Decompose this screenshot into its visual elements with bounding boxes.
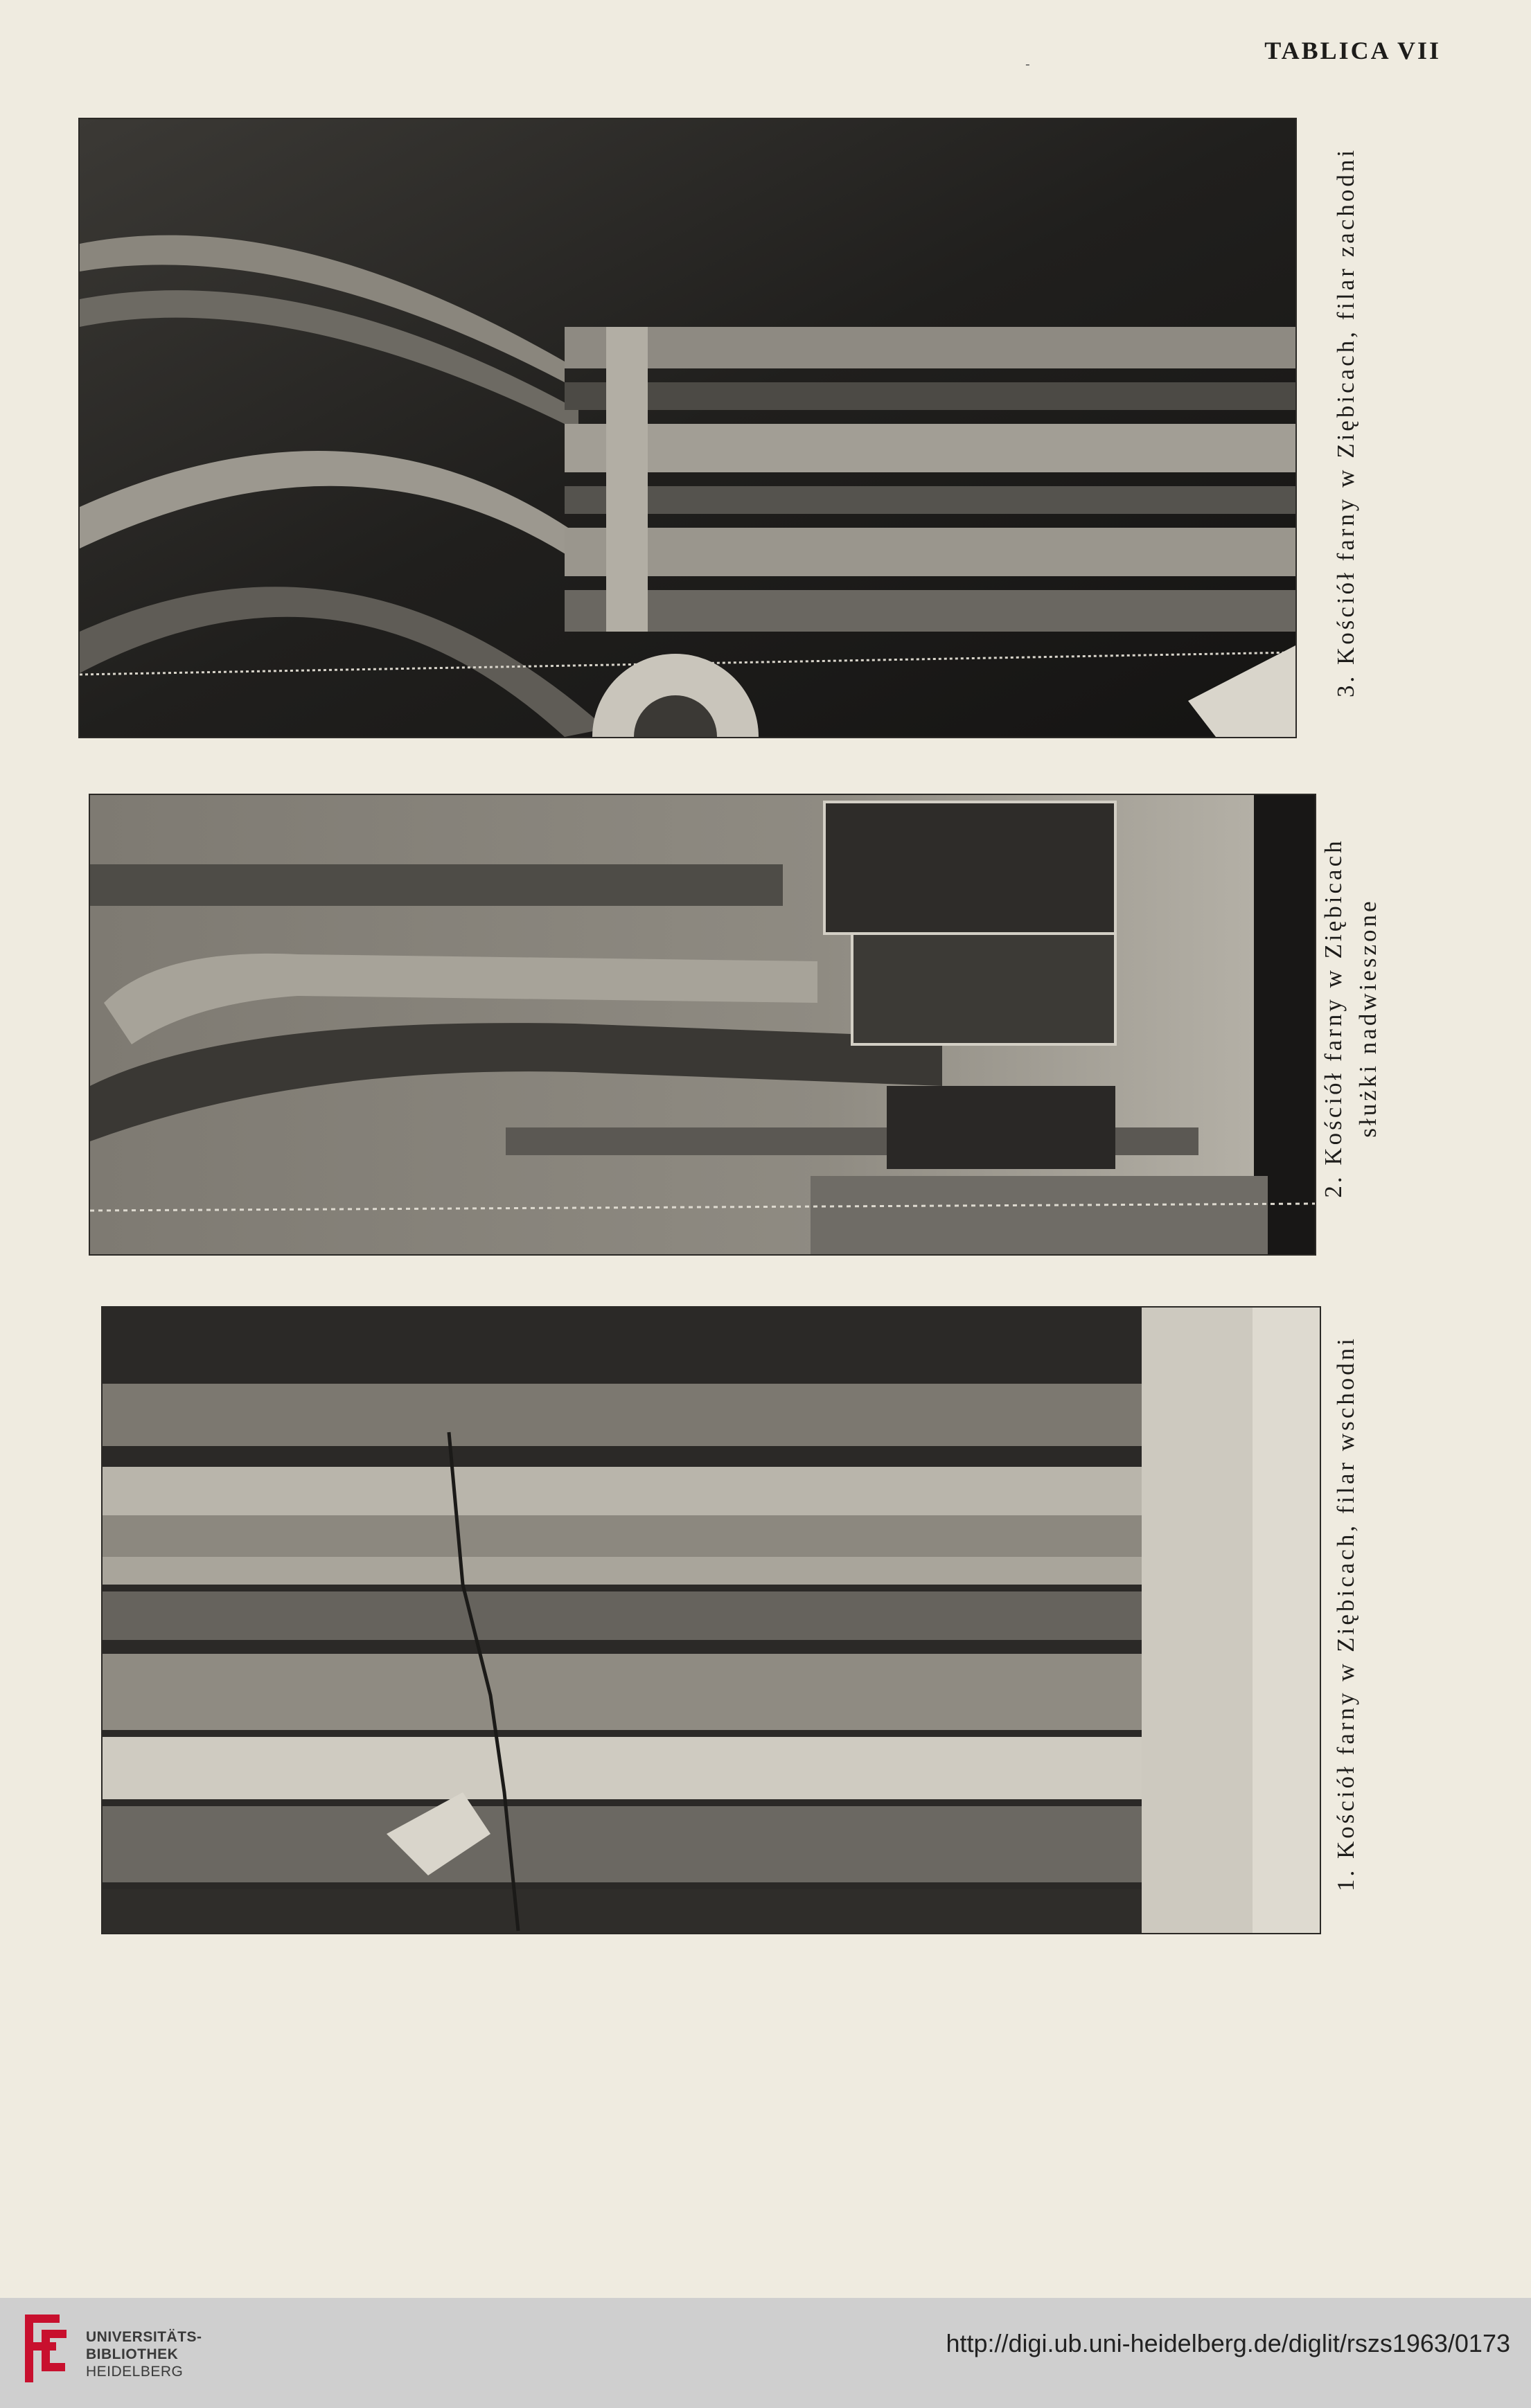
library-name-line-1: UNIVERSITÄTS- [86,2329,202,2345]
caption-plate-2-line-1: 2. Kościół farny w Ziębicach [1320,838,1347,1198]
scan-mark: - [1025,55,1030,72]
heidelberg-logo-icon [18,2308,72,2389]
caption-plate-2 [1316,824,1386,1212]
caption-plate-1-line: 1. Kościół farny w Ziębicach, filar wschodni [1332,1336,1359,1891]
footer-bar [0,2298,1531,2408]
library-name [86,2328,202,2380]
library-name-line-2: BIBLIOTHEK [86,2346,179,2362]
caption-plate-3 [1329,139,1363,706]
caption-plate-2-line-2: służki nadwieszone [1354,898,1381,1138]
page-header: TABLICA VII [1264,37,1441,64]
permalink-url[interactable]: http://digi.ub.uni-heidelberg.de/diglit/rszs1963/0173 [946,2329,1510,2357]
photo-plate-3-west-pillar [80,119,1295,737]
photo-plate-2-suspended-shafts [90,795,1315,1254]
caption-plate-3-line: 3. Kościół farny w Ziębicach, filar zachodni [1332,147,1359,698]
photo-plate-1-east-pillar [103,1308,1320,1933]
caption-plate-1 [1329,1309,1363,1918]
library-name-line-3: HEIDELBERG [86,2364,184,2380]
